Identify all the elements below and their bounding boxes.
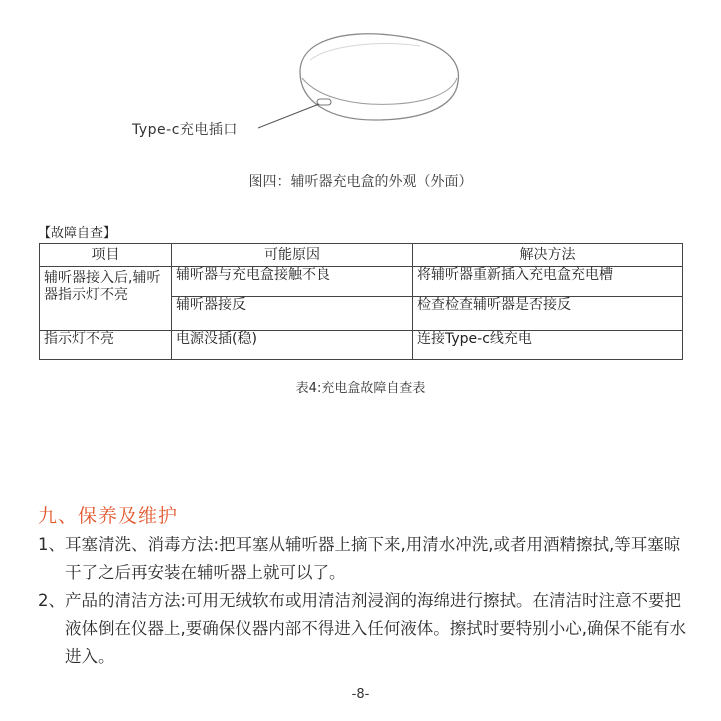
header-cause: 可能原因 [172, 244, 413, 267]
fault-section-label: 【故障自查】 [38, 226, 117, 241]
row-fix: 将辅听器重新插入充电盒充电槽 [413, 267, 683, 297]
list-item-text: 耳塞清洗、消毒方法:把耳塞从辅听器上摘下来,用清水冲洗,或者用酒精擦拭,等耳塞晾干了之后再安装在辅听器上就可以了。 [65, 535, 681, 582]
table-row [40, 331, 683, 360]
page-number: -8- [351, 687, 370, 702]
figure-caption: 图四：辅听器充电盒的外观（外面） [248, 174, 473, 190]
fault-table [39, 243, 683, 360]
row-fix: 连接Type-c线充电 [413, 331, 683, 360]
row-item: 指示灯不亮 [40, 331, 172, 360]
list-item-number: 2、 [38, 591, 65, 610]
maintenance-title: 九、保养及维护 [38, 505, 179, 527]
row-cause: 电源没插(稳) [172, 331, 413, 360]
list-item-number: 1、 [38, 535, 65, 554]
maintenance-list [38, 531, 688, 671]
header-item: 项目 [40, 244, 172, 267]
list-item [38, 531, 688, 587]
port-label: Type-c充电插口 [132, 122, 238, 138]
type-c-port [317, 99, 331, 105]
charging-case-illustration [0, 0, 721, 200]
table-header-row [40, 244, 683, 267]
row-cause: 辅听器与充电盒接触不良 [172, 267, 413, 297]
header-fix: 解决方法 [413, 244, 683, 267]
row-item: 辅听器接入后,辅听器指示灯不亮 [40, 267, 172, 331]
table-caption: 表4:充电盒故障自查表 [295, 381, 426, 396]
row-cause: 辅听器接反 [172, 297, 413, 331]
row-fix: 检查检查辅听器是否接反 [413, 297, 683, 331]
list-item [38, 587, 688, 671]
list-item-text: 产品的清洁方法:可用无绒软布或用清洁剂浸润的海绵进行擦拭。在清洁时注意不要把液体倒在仪器上,要确保仪器内部不得进入任何液体。擦拭时要特别小心,确保不能有水进入。 [65, 591, 686, 666]
charging-case-figure [0, 0, 721, 200]
table-row [40, 267, 683, 297]
